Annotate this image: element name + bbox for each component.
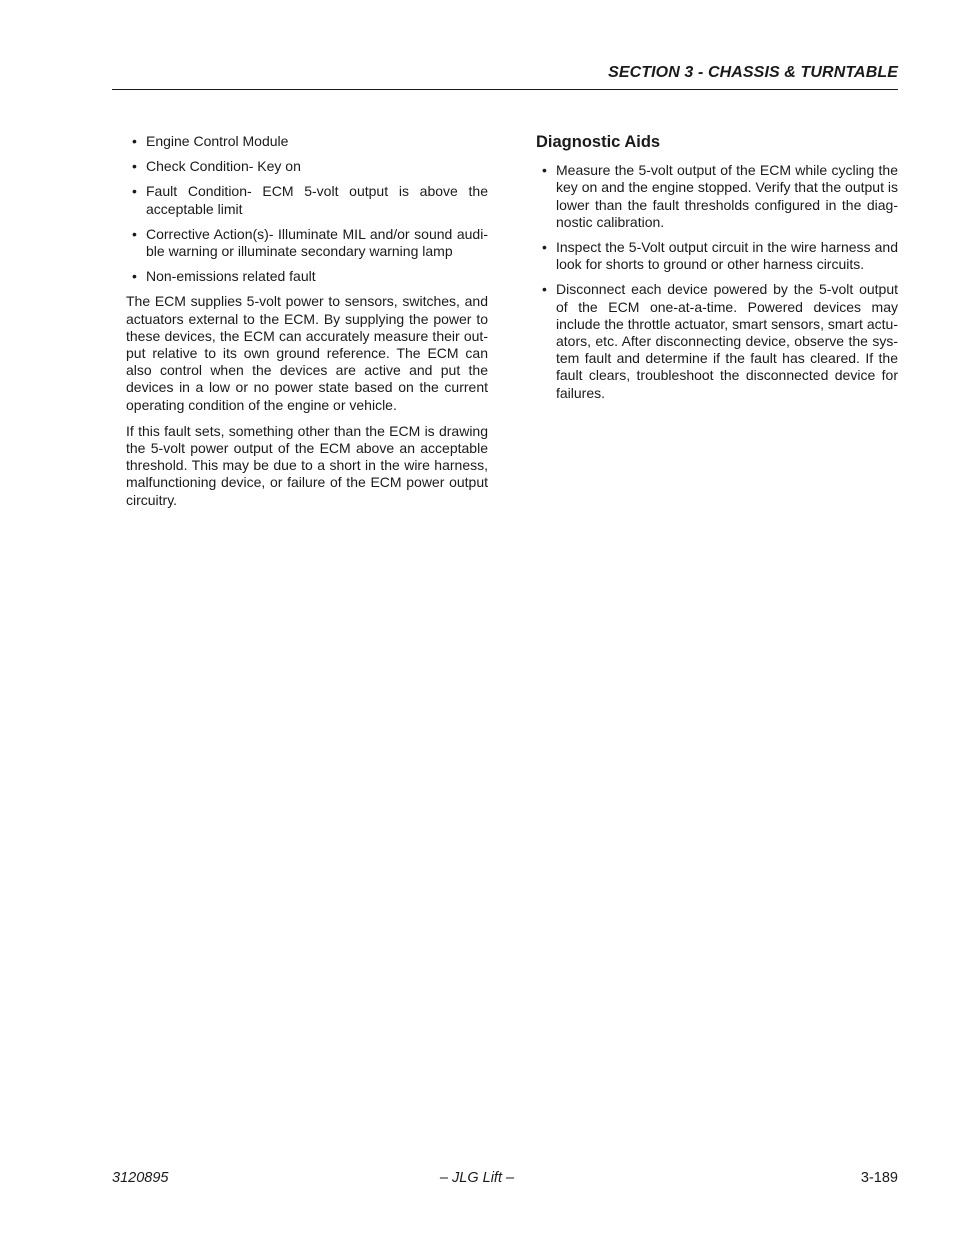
fault-info-list: [126, 133, 488, 285]
body-paragraph: If this fault sets, something other than the ECM is drawing the 5-volt power output of the ECM above an acceptable threshold. This may be due to a short in the wire harness, malfunctioning device, or failure of the ECM power output circuitry.: [126, 422, 488, 508]
bullet-icon: •: [542, 239, 547, 256]
document-number: 3120895: [112, 1170, 169, 1186]
diagnostic-aids-list: [536, 162, 898, 402]
list-item: • Fault Condition- ECM 5-volt output is above the acceptable limit: [132, 183, 488, 217]
bullet-icon: •: [132, 183, 137, 200]
bullet-icon: •: [542, 281, 547, 298]
diagnostic-aids-heading: Diagnostic Aids: [536, 133, 661, 151]
list-item: • Inspect the 5-Volt output circuit in the wire harness and look for shorts to ground or other harness circuits.: [542, 239, 898, 273]
list-item: • Measure the 5-volt output of the ECM while cycling the key on and the engine stopped. Verify that the output is lower than the fault thresholds configured in the diag-nostic calibration.: [542, 162, 898, 230]
footer-brand: – JLG Lift –: [439, 1170, 515, 1186]
list-item: • Non-emissions related fault: [132, 268, 316, 285]
bullet-icon: •: [132, 158, 137, 175]
list-item: • Corrective Action(s)- Illuminate MIL and/or sound audi-ble warning or illuminate secondary warning lamp: [132, 225, 488, 260]
header-divider: [112, 89, 898, 90]
list-item: • Check Condition- Key on: [132, 158, 301, 175]
section-title: SECTION 3 - CHASSIS & TURNTABLE: [608, 64, 898, 81]
list-item: • Disconnect each device powered by the 5-volt output of the ECM one-at-a-time. Powered devices may include the throttle actuator, smart sensors, smart actu-ators, etc. After disconnecting device, observe the sys-tem fault and determine if the fault has cleared. If the fault clears, troubleshoot the disconnected device for failures.: [542, 281, 898, 401]
bullet-icon: •: [542, 162, 547, 179]
bullet-icon: •: [132, 133, 137, 149]
left-column: [126, 133, 488, 518]
bullet-icon: •: [132, 268, 137, 285]
bullet-icon: •: [132, 225, 137, 242]
body-paragraph: The ECM supplies 5-volt power to sensors, switches, and actuators external to the ECM. By supplying the power to these devices, the ECM can accurately measure their out-put relative to its own ground reference. The ECM can also control when the devices are active and put the devices in a low or no power state based on the current operating condition of the engine or vehicle.: [126, 293, 488, 413]
right-column: [536, 134, 898, 410]
list-item: • Engine Control Module: [132, 133, 289, 149]
page-number: 3-189: [860, 1170, 898, 1186]
